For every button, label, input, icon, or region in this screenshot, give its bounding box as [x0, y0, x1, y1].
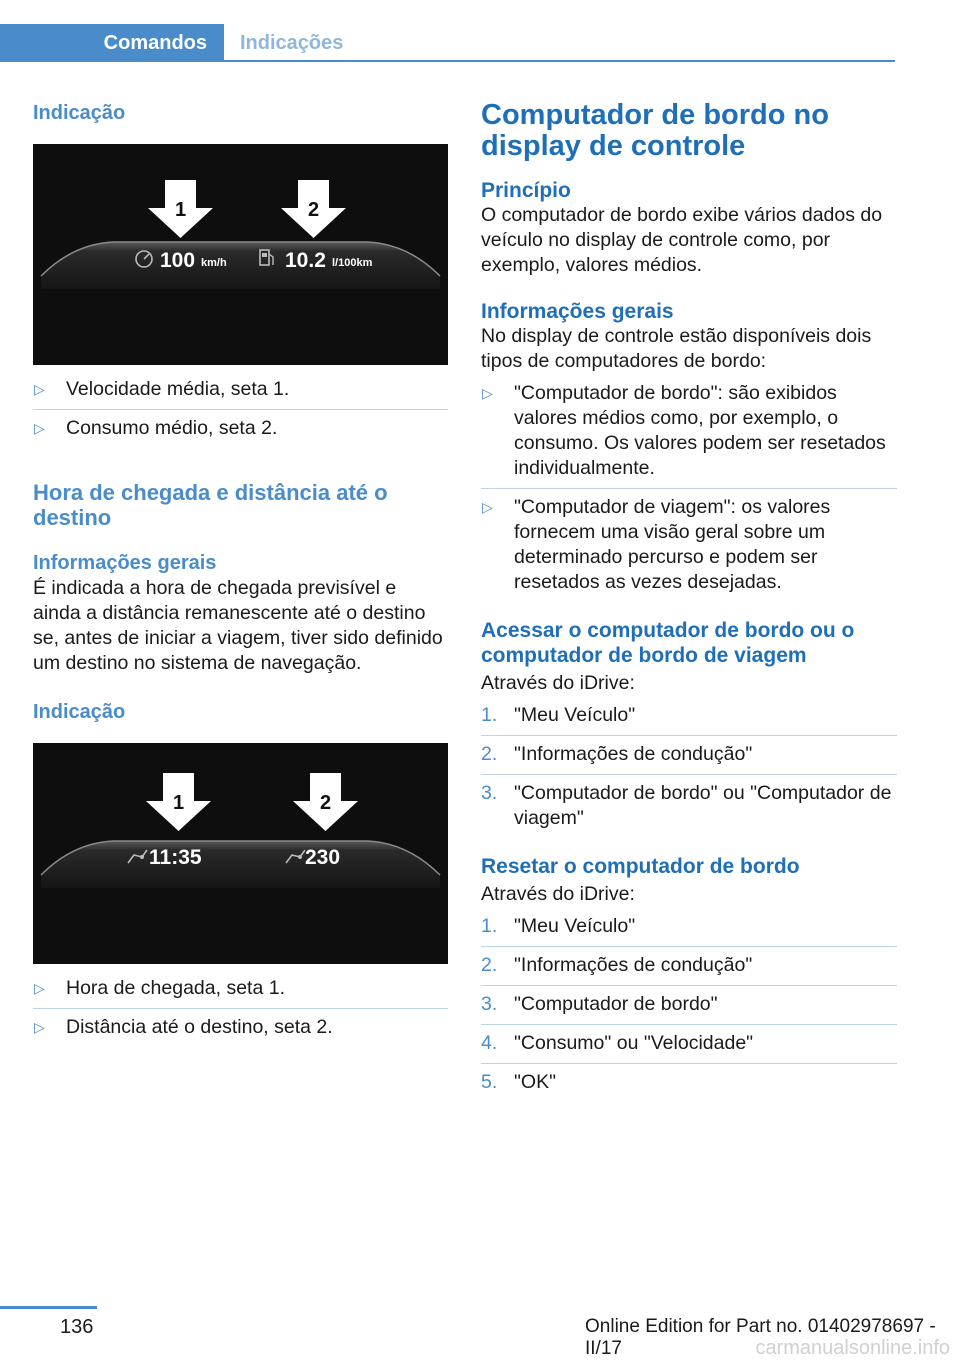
sub-heading-general-info: Informações gerais: [33, 552, 217, 574]
list-item: ▷ Consumo médio, seta 2.: [33, 409, 448, 441]
display-image-average: [33, 144, 448, 365]
list-item: 4. "Consumo" ou "Velocidade": [481, 1024, 897, 1056]
edition-note: Online Edition for Part no. 01402978697 - II/17: [585, 1316, 936, 1359]
list-item: ▷ Distância até o destino, seta 2.: [33, 1008, 448, 1040]
arrival-time-value: 11:35: [149, 846, 202, 869]
arrival-paragraph: É indicada a hora de chegada previsível e ainda a distância remanescente até o destino se, antes de iniciar a viagem, tiver sido definido um destino no sistema de navegação.: [33, 577, 443, 674]
header-tabbar: [0, 24, 895, 62]
list-item: ▷ Hora de chegada, seta 1.: [34, 977, 285, 999]
reset-paragraph: Através do iDrive:: [481, 883, 635, 905]
footer-rule: [0, 1306, 97, 1309]
heading-access: Acessar o computador de bordo ou o computador de bordo de viagem: [481, 619, 855, 667]
list-item: 5. "OK": [481, 1063, 897, 1095]
heading-reset: Resetar o computador de bordo: [481, 855, 800, 878]
access-paragraph: Através do iDrive:: [481, 672, 635, 694]
arrow-1-label: 1: [174, 199, 187, 221]
heading-general-info: Informações gerais: [481, 300, 674, 323]
consumption-unit: l/100km: [332, 257, 373, 269]
principle-paragraph: O computador de bordo exibe vários dados do veículo no display de controle como, por exemplo, valores médios.: [481, 204, 883, 276]
left-column: [33, 100, 448, 1040]
access-steps: [481, 703, 897, 831]
display-image-arrival: [33, 743, 448, 964]
heading-principle: Princípio: [481, 179, 571, 202]
arrow-2-label: 2: [307, 199, 320, 221]
average-values-list: [33, 377, 448, 441]
instrument-display-graphic: [33, 144, 448, 365]
right-column: [481, 100, 897, 1095]
speed-unit: km/h: [201, 257, 227, 269]
reset-steps: [481, 914, 897, 1095]
list-item: ▷ "Computador de viagem": os valores fornecem uma visão geral sobre um determinado percurso e podem ser resetados as vezes desejadas.: [481, 488, 897, 595]
arrow-2-label: 2: [319, 792, 332, 814]
triangle-bullet-icon: ▷: [34, 980, 45, 996]
triangle-bullet-icon: ▷: [34, 1019, 45, 1035]
list-item: 2. "Informações de condução": [481, 946, 897, 978]
list-item: 1. "Meu Veículo": [481, 915, 636, 937]
list-item: 2. "Informações de condução": [481, 735, 897, 767]
list-item: 3. "Computador de bordo": [481, 985, 897, 1017]
header-rule: [0, 60, 895, 62]
heading-indicacao-2: Indicação: [33, 701, 126, 723]
list-item: 3. "Computador de bordo" ou "Computador de viagem": [481, 774, 897, 831]
triangle-bullet-icon: ▷: [34, 420, 45, 436]
list-item: ▷ "Computador de bordo": são exibidos valores médios como, por exemplo, o consumo. Os valores podem ser resetados individualmente.: [482, 382, 886, 479]
heading-indicacao-1: Indicação: [33, 102, 126, 124]
tab-comandos[interactable]: Comandos: [0, 24, 224, 62]
consumption-value: 10.2: [285, 249, 326, 272]
section-title-arrival: Hora de chegada e distância até o destino: [33, 480, 388, 530]
triangle-bullet-icon: ▷: [482, 385, 493, 401]
list-item: ▷ Velocidade média, seta 1.: [34, 378, 290, 400]
distance-value: 230: [305, 846, 341, 869]
tab-indicacoes[interactable]: Indicações: [240, 31, 344, 54]
arrival-list: [33, 976, 448, 1040]
triangle-bullet-icon: ▷: [34, 381, 45, 397]
triangle-bullet-icon: ▷: [482, 499, 493, 515]
watermark: carmanualsonline.info: [755, 1337, 950, 1359]
computer-types-list: [481, 381, 897, 595]
page-number: 136: [60, 1316, 94, 1338]
page-title: Computador de bordo no display de controle: [481, 99, 829, 162]
speed-value: 100: [160, 249, 196, 272]
instrument-display-graphic-2: [33, 743, 448, 964]
general-info-paragraph: No display de controle estão disponíveis dois tipos de computadores de bordo:: [481, 325, 872, 372]
arrow-1-label: 1: [172, 792, 185, 814]
list-item: 1. "Meu Veículo": [481, 704, 636, 726]
